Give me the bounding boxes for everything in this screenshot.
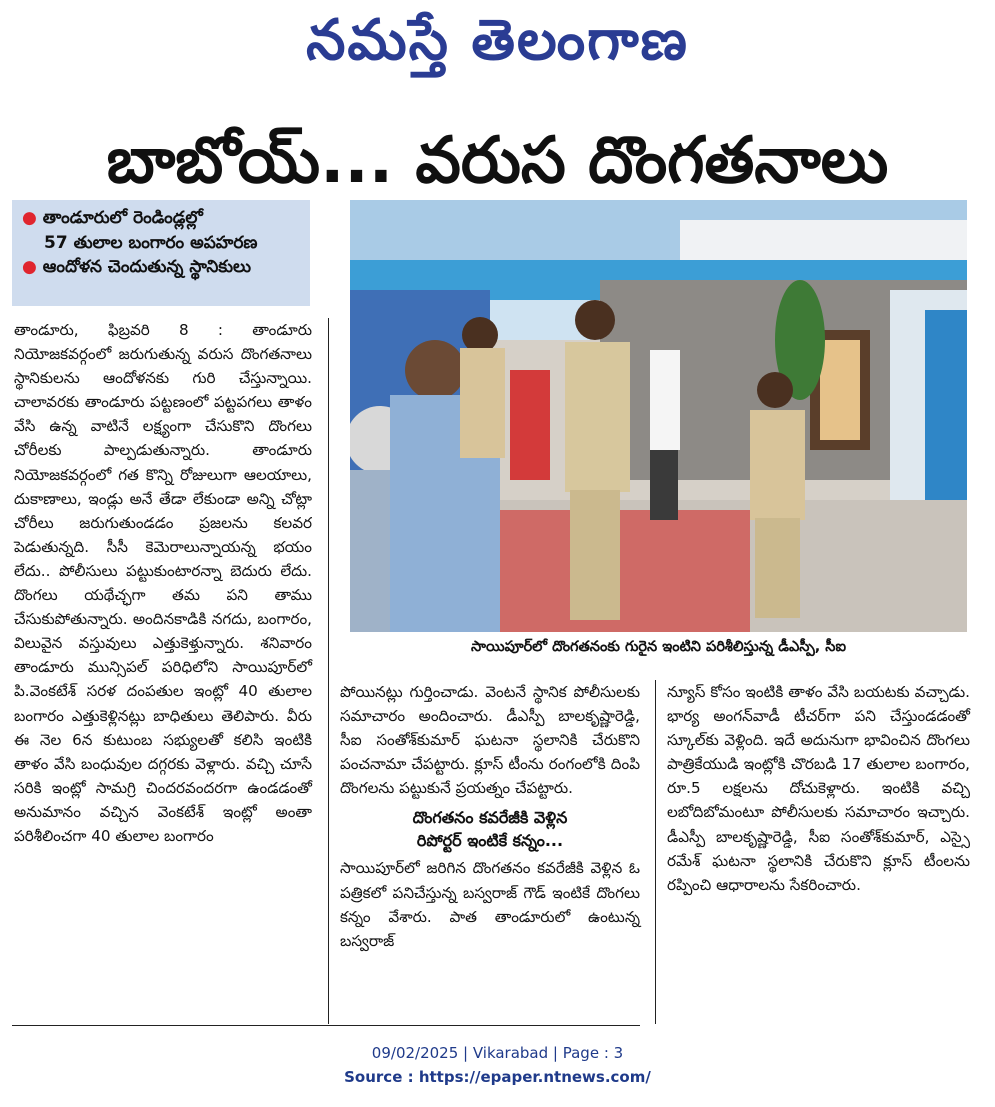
- article-body-paragraph: సాయిపూర్‌లో జరిగిన దొంగతనం కవరేజీకి వెళ్లిన ఓ పత్రికలో పనిచేస్తున్న బస్వరాజ్ గౌడ్ ఇంటికే దొంగలు కన్నం వేశారు. పాత తాండూరులో ఉంటున్న బస్వరాజ్: [340, 859, 640, 950]
- highlight-item-continuation: 57 తులాల బంగారం అపహరణ: [44, 232, 258, 253]
- highlight-item: [22, 206, 300, 231]
- bullet-icon: ●: [22, 208, 37, 228]
- article-body-paragraph: తాండూరు, ఫిబ్రవరి 8 : తాండూరు నియోజకవర్గంలో జరుగుతున్న వరుస దొంగతనాలు స్థానికులను ఆందోళనకు గురి చేస్తున్నాయి. చాలావరకు తాండూరు పట్టణంలో పట్టపగలు తాళం వేసి ఉన్న వాటినే లక్ష్యంగా చేసుకొని దొంగలు చోరీలకు పాల్పడుతున్నారు. తాండూరు నియోజకవర్గంలో గత కొన్ని రోజులుగా ఆలయాలు, దుకాణాలు, ఇండ్లు అనే తేడా లేకుండా అన్ని చోట్లా చోరీలు జరుగుతుండడం ప్రజలను కలవర పెడుతున్నది. సీసీ కెమెరాలున్నాయన్న భయం లేదు.. పోలీసులు పట్టుకుంటారన్నా బెదురు లేదు. దొంగలు యథేచ్ఛగా తమ పని తాము చేసుకుపోతున్నారు. అందినకాడికి నగదు, బంగారం, విలువైన వస్తువులు ఎత్తుకెళ్తున్నారు. శనివారం తాండూరు మున్సిపల్ పరిధిలోని సాయిపూర్‌లో పి.వెంకటేశ్ సరళ దంపతుల ఇంట్లో 40 తులాల బంగారం ఎత్తుకెళ్లినట్లు బాధితులు తెలిపారు. వీరు ఈ నెల 6న కుటుంబ సభ్యులతో కలిసి ఇంటికి తాళం వేసి బంధువుల దగ్గరకు వెళ్లారు. వచ్చి చూసే సరికి ఇంట్లో సామగ్రి చిందరవందరగా ఉండడంతో అనుమానం వచ్చిన వెంకటేశ్ ఇంట్లో అంతా పరిశీలించగా 40 తులాల బంగారం: [14, 321, 312, 845]
- article-headline: బాబోయ్... వరుస దొంగతనాలు: [106, 124, 889, 198]
- news-photo: [350, 200, 967, 632]
- subheading-line: దొంగతనం కవరేజీకి వెళ్లిన: [412, 808, 568, 828]
- article-bottom-rule: [12, 1025, 640, 1026]
- highlight-text: తాండూరులో రెండిండ్లల్లో: [42, 208, 203, 228]
- police-inspection-photo: [350, 200, 967, 632]
- article-column-1: [14, 318, 312, 848]
- bullet-icon: ●: [22, 257, 37, 278]
- footer-date-edition-page: 09/02/2025 | Vikarabad | Page : 3: [371, 1044, 624, 1062]
- newspaper-masthead: నమస్తే తెలంగాణ: [306, 8, 689, 73]
- article-body-paragraph: పోయినట్లు గుర్తించాడు. వెంటనే స్థానిక పోలీసులకు సమాచారం అందించారు. డీఎస్పీ బాలకృష్ణారెడ్డి, సీఐ సంతోశ్‌కుమార్ ఘటనా స్థలానికి చేరుకొని పంచనామా చేపట్టారు. క్లూస్ టీంను రంగంలోకి దింపి దొంగలను పట్టుకునే ప్రయత్నం చేపట్టారు.: [340, 683, 640, 798]
- footer-source-link[interactable]: Source : https://epaper.ntnews.com/: [344, 1068, 651, 1086]
- column-divider: [655, 680, 656, 1024]
- highlight-item: [22, 255, 300, 280]
- article-body-paragraph: న్యూస్ కోసం ఇంటికి తాళం వేసి బయటకు వచ్చాడు. భార్య అంగన్‌వాడీ టీచర్‌గా పని చేస్తుండడంతో స్కూల్‌కు వెళ్లింది. ఇదే అదునుగా భావించిన దొంగలు పాత్రికేయుడి ఇంట్లోకి చొరబడి 17 తులాల బంగారం, రూ.5 లక్షలను దోచుకెళ్లారు. ఇంటికి వచ్చి లబోదిబోమంటూ పోలీసులకు సమాచారం ఇచ్చారు. డీఎస్పీ బాలకృష్ణారెడ్డి, సీఐ సంతోశ్‌కుమార్, ఎస్సై రమేశ్ ఘటనా స్థలానికి చేరుకొని క్లూస్ టీంలను రప్పించి ఆధారాలను సేకరించారు.: [667, 683, 970, 894]
- highlights-box: [12, 200, 310, 306]
- column-divider: [328, 318, 329, 1024]
- subheading-line: రిపోర్టర్ ఇంటికే కన్నం...: [416, 831, 564, 851]
- article-column-3: [667, 680, 970, 897]
- article-column-2: [340, 680, 640, 953]
- highlight-text: ఆందోళన చెందుతున్న స్థానికులు: [42, 257, 251, 278]
- photo-caption: సాయిపూర్‌లో దొంగతనంకు గురైన ఇంటిని పరిశీలిస్తున్న డీఎస్పీ, సీఐ: [471, 639, 846, 655]
- article-subheading: [340, 806, 640, 852]
